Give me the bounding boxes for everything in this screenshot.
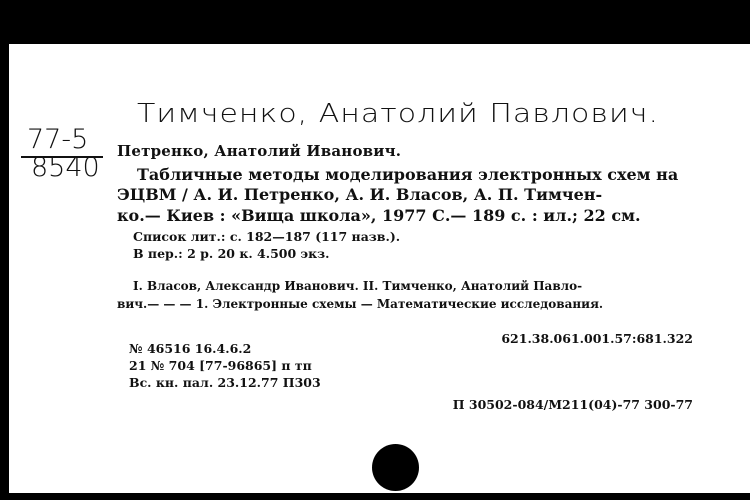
title-line-1: Табличные методы моделирования электронных схем на xyxy=(137,165,679,184)
scan-edge-mark xyxy=(16,174,22,204)
udc-code: 621.38.061.001.57:681.322 xyxy=(501,331,693,346)
catalog-card xyxy=(9,44,750,493)
publisher-registry: Вс. кн. пал. 23.12.77 П303 xyxy=(129,375,321,390)
title-line-2: ЭЦВМ / А. И. Петренко, А. И. Власов, А. П. Тимчен- xyxy=(117,185,603,204)
catalog-code: П 30502-084/М211(04)-77 300-77 xyxy=(452,397,693,412)
author-heading: Петренко, Анатолий Иванович. xyxy=(117,142,402,160)
bibliography-note: Список лит.: с. 182—187 (117 назв.). xyxy=(133,229,401,244)
tracings-line-2: вич.— — — 1. Электронные схемы — Математические исследования. xyxy=(117,297,604,311)
scan-border-bottom xyxy=(0,493,750,500)
order-number: 21 № 704 [77-96865] п тп xyxy=(129,358,312,373)
price-note: В пер.: 2 р. 20 к. 4.500 экз. xyxy=(133,246,330,261)
title-line-3: ко.— Киев : «Вища школа», 1977 С.— 189 с. : ил.; 22 см. xyxy=(117,206,641,225)
handwritten-call-number-2: 8540 xyxy=(31,152,100,183)
tracings-line-1: I. Власов, Александр Иванович. II. Тимченко, Анатолий Павло- xyxy=(133,279,583,293)
scan-border-top xyxy=(0,0,750,44)
handwritten-call-number-1: 77-5 xyxy=(27,124,89,155)
punch-hole xyxy=(372,444,419,491)
handwritten-author-name: Тимченко, Анатолий Павлович. xyxy=(137,99,659,129)
card-number: № 46516 16.4.6.2 xyxy=(129,341,252,356)
